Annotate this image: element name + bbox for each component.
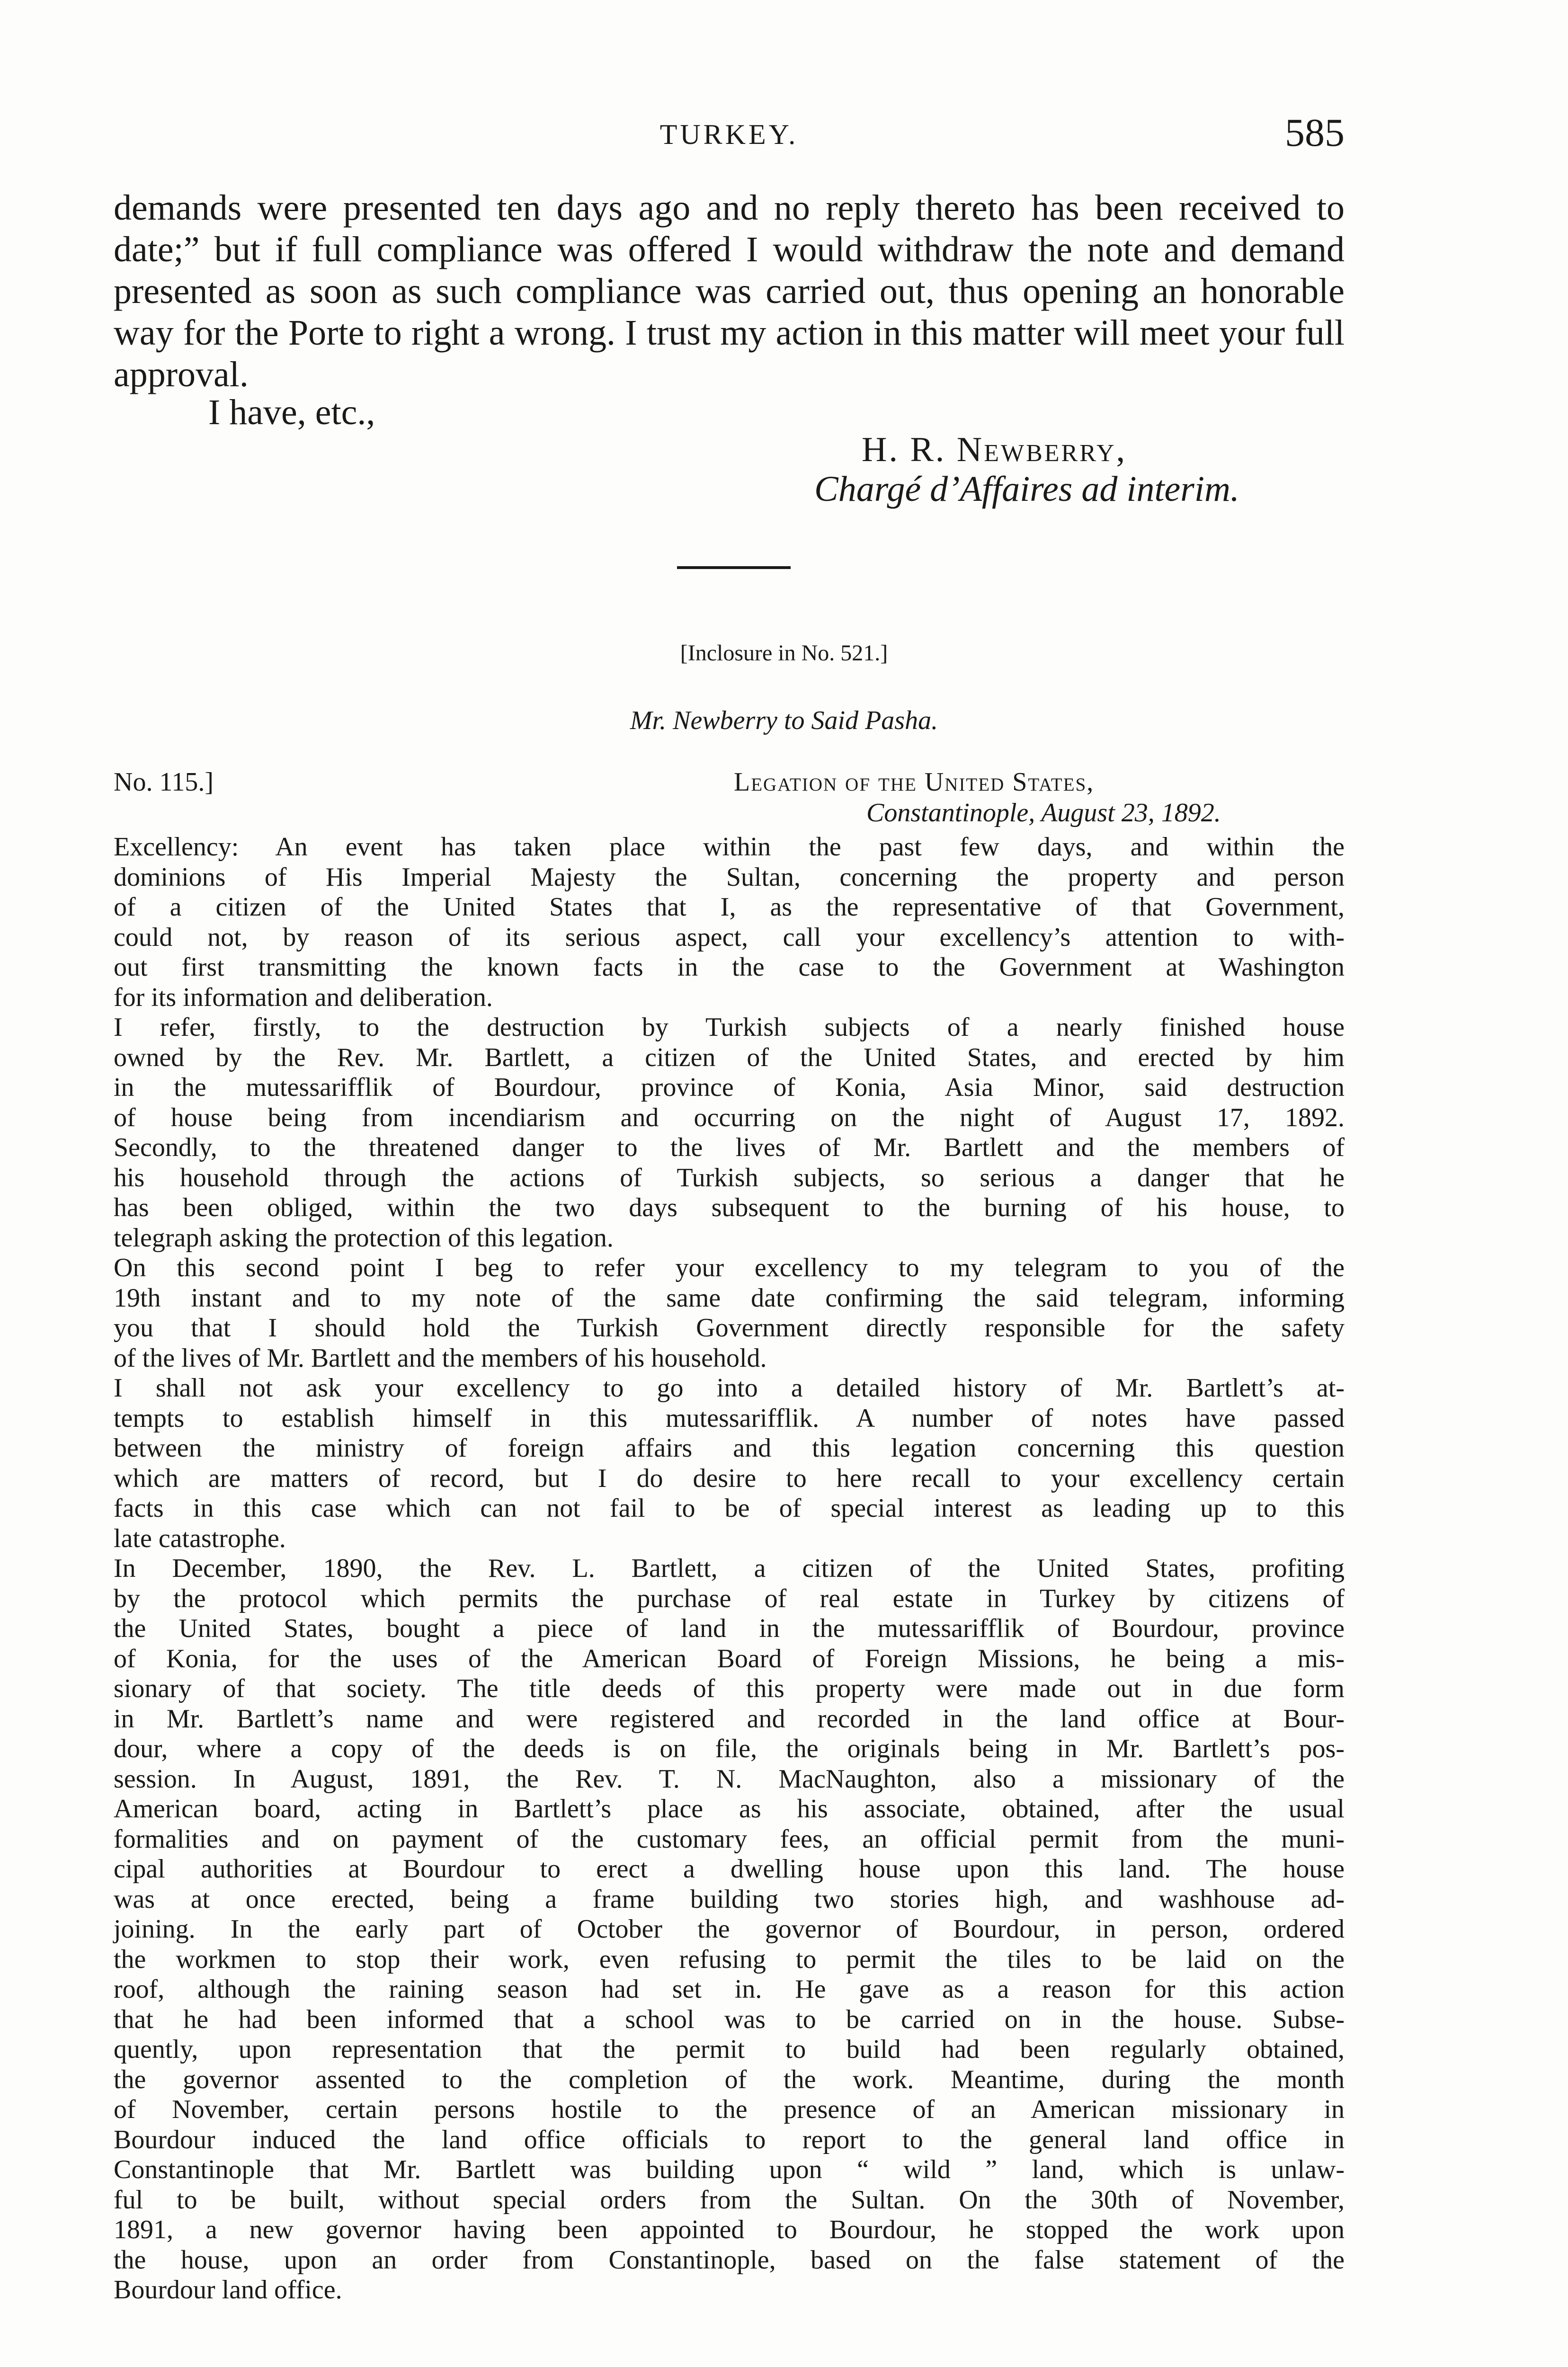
body-line: joining. In the early part of October the governor of Bourdour, in person, ordered (114, 1914, 1345, 1944)
page-number: 585 (1285, 111, 1345, 155)
body-line: 19th instant and to my note of the same date confirming the said telegram, informing (114, 1283, 1345, 1313)
body-line: that he had been informed that a school was to be carried on in the house. Subse- (114, 2004, 1345, 2034)
body-line: owned by the Rev. Mr. Bartlett, a citizen of the United States, and erected by him (114, 1042, 1345, 1072)
body-line: you that I should hold the Turkish Government directly responsible for the safety (114, 1313, 1345, 1343)
legation-place-date: Constantinople, August 23, 1892. (866, 798, 1221, 828)
body-line: I refer, firstly, to the destruction by Turkish subjects of a nearly finished house (114, 1013, 1345, 1042)
body-line: Secondly, to the threatened danger to the lives of Mr. Bartlett and the members of (114, 1133, 1345, 1162)
body-line: of November, certain persons hostile to the presence of an American missionary in (114, 2095, 1345, 2124)
body-line: In December, 1890, the Rev. L. Bartlett, a citizen of the United States, profiting (114, 1554, 1345, 1583)
body-line: which are matters of record, but I do desire to here recall to your excellency certain (114, 1463, 1345, 1493)
body-line: out first transmitting the known facts in the case to the Government at Washington (114, 952, 1345, 982)
body-line: roof, although the raining season had set in. He gave as a reason for this action (114, 1975, 1345, 2004)
document-number: No. 115.] (114, 767, 214, 797)
body-line: for its information and deliberation. (114, 982, 493, 1012)
body-line: American board, acting in Bartlett’s place as his associate, obtained, after the usual (114, 1794, 1345, 1824)
body-line: the governor assented to the completion of the work. Meantime, during the month (114, 2064, 1345, 2094)
body-line: the United States, bought a piece of land in the mutessarifflik of Bourdour, province (114, 1614, 1345, 1643)
body-line: I shall not ask your excellency to go into a detailed history of Mr. Bartlett’s at- (114, 1373, 1345, 1403)
body-line: dour, where a copy of the deeds is on file, the originals being in Mr. Bartlett’s pos- (114, 1734, 1345, 1763)
body-line: Bourdour land office. (114, 2275, 342, 2305)
body-line: in the mutessarifflik of Bourdour, province of Konia, Asia Minor, said destruction (114, 1073, 1345, 1102)
body-line: by the protocol which permits the purchase of real estate in Turkey by citizens of (114, 1584, 1345, 1613)
body-line: the house, upon an order from Constantinople, based on the false statement of the (114, 2245, 1345, 2275)
body-line: facts in this case which can not fail to be of special interest as leading up to this (114, 1494, 1345, 1523)
body-line: his household through the actions of Turkish subjects, so serious a danger that he (114, 1163, 1345, 1192)
body-line: the workmen to stop their work, even refusing to permit the tiles to be laid on the (114, 1944, 1345, 1974)
body-line: was at once erected, being a frame building two stories high, and washhouse ad- (114, 1884, 1345, 1914)
body-line: Excellency: An event has taken place within the past few days, and within the (114, 832, 1345, 862)
section-divider (677, 566, 791, 569)
body-line: formalities and on payment of the customary fees, an official permit from the muni- (114, 1824, 1345, 1854)
letter-body (114, 832, 1345, 2305)
running-title: TURKEY. (659, 119, 799, 150)
body-line: cipal authorities at Bourdour to erect a dwelling house upon this land. The house (114, 1854, 1345, 1884)
letter-heading: Mr. Newberry to Said Pasha. (630, 706, 938, 735)
body-line: ful to be built, without special orders from the Sultan. On the 30th of November, (114, 2185, 1345, 2215)
body-line: late catastrophe. (114, 1523, 286, 1553)
body-line: between the ministry of foreign affairs and this legation concerning this question (114, 1433, 1345, 1463)
body-line: session. In August, 1891, the Rev. T. N. MacNaughton, also a missionary of the (114, 1764, 1345, 1794)
body-line: sionary of that society. The title deeds of this property were made out in due form (114, 1674, 1345, 1703)
inclosure-note: [Inclosure in No. 521.] (680, 641, 888, 666)
body-line: of the lives of Mr. Bartlett and the members of his household. (114, 1343, 767, 1373)
body-line: 1891, a new governor having been appointed to Bourdour, he stopped the work upon (114, 2215, 1345, 2244)
signature-title: Chargé d’Affaires ad interim. (814, 469, 1239, 509)
body-line: tempts to establish himself in this mutessarifflik. A number of notes have passed (114, 1403, 1345, 1433)
body-line: of house being from incendiarism and occurring on the night of August 17, 1892. (114, 1103, 1345, 1132)
body-line: of Konia, for the uses of the American Board of Foreign Missions, he being a mis- (114, 1644, 1345, 1673)
body-line: On this second point I beg to refer your excellency to my telegram to you of the (114, 1253, 1345, 1282)
body-line: in Mr. Bartlett’s name and were registered and recorded in the land office at Bour- (114, 1704, 1345, 1734)
body-line: Bourdour induced the land office officials to report to the general land office in (114, 2125, 1345, 2154)
body-line: could not, by reason of its serious aspect, call your excellency’s attention to with- (114, 922, 1345, 952)
signature-name: H. R. Newberry, (862, 430, 1127, 469)
body-line: has been obliged, within the two days subsequent to the burning of his house, to (114, 1193, 1345, 1222)
body-line: dominions of His Imperial Majesty the Sultan, concerning the property and person (114, 862, 1345, 892)
body-line: Constantinople that Mr. Bartlett was building upon “ wild ” land, which is unlaw- (114, 2155, 1345, 2184)
closing-salutation: I have, etc., (208, 392, 375, 432)
body-line: quently, upon representation that the permit to build had been regularly obtained, (114, 2035, 1345, 2064)
opening-paragraph: demands were presented ten days ago and no reply thereto has been received to date;” but if full compliance was offered I would withdraw the note and demand presented as soon as such compliance was carried out, thus opening an honorable way for the Porte to right a wrong. I trust my action in this matter will meet your full approval. (114, 188, 1345, 394)
legation-name: Legation of the United States, (734, 767, 1095, 797)
body-line: telegraph asking the protection of this legation. (114, 1223, 614, 1253)
body-line: of a citizen of the United States that I, as the representative of that Government, (114, 892, 1345, 922)
running-head (114, 110, 1345, 155)
